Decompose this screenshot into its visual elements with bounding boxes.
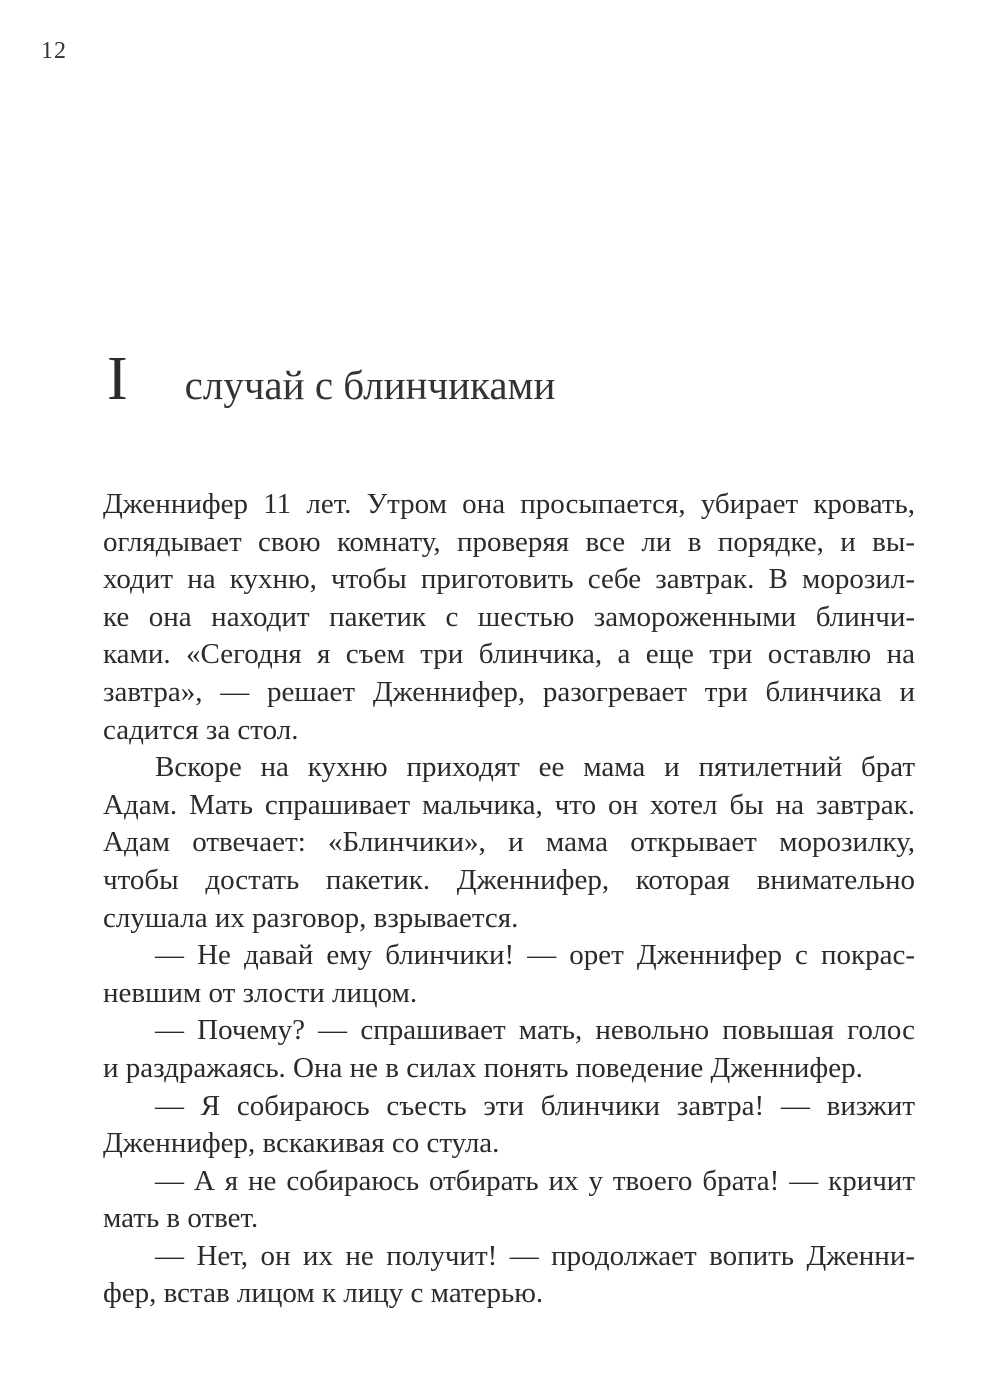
text-line: и раздражаясь. Она не в силах понять поведение Дженнифер. xyxy=(103,1051,863,1084)
text-line: мать в ответ. xyxy=(103,1202,259,1235)
text-line: — Я собираюсь съесть эти блинчики завтра! — визжит xyxy=(155,1089,915,1122)
text-line: — Почему? — спрашивает мать, невольно повышая голос xyxy=(155,1014,915,1047)
text-line: Дженнифер 11 лет. Утром она просыпается, убирает кровать, xyxy=(103,488,915,520)
text-line: ками. «Сегодня я съем три блинчика, а еще три оставлю на xyxy=(103,638,915,671)
text-line: садится за стол. xyxy=(103,713,299,746)
text-line: Адам. Мать спрашивает мальчика, что он хотел бы на завтрак. xyxy=(103,788,915,821)
text-line: фер, встав лицом к лицу с матерью. xyxy=(103,1277,544,1310)
chapter-heading xyxy=(107,345,556,413)
chapter-title: случай с блинчиками xyxy=(184,362,556,408)
text-line: Дженнифер, вскакивая со стула. xyxy=(103,1127,500,1160)
text-line: — А я не собираюсь отбирать их у твоего брата! — кричит xyxy=(155,1164,915,1197)
text-line: ке она находит пакетик с шестью замороженными блинчи- xyxy=(103,600,915,633)
page-number: 12 xyxy=(41,38,67,64)
text-line: Вскоре на кухню приходят ее мама и пятилетний брат xyxy=(155,751,915,784)
text-line: слушала их разговор, взрывается. xyxy=(103,901,519,934)
text-line: — Не давай ему блинчики! — орет Дженнифер с покрас- xyxy=(155,939,915,972)
text-line: ходит на кухню, чтобы приготовить себе завтрак. В морозил- xyxy=(103,563,915,596)
text-line: невшим от злости лицом. xyxy=(103,976,418,1009)
text-line: чтобы достать пакетик. Дженнифер, которая внимательно xyxy=(103,863,915,896)
chapter-numeral: I xyxy=(107,345,128,413)
text-line: Адам отвечает: «Блинчики», и мама открывает морозилку, xyxy=(103,826,915,859)
text-line: завтра», — решает Дженнифер, разогревает три блинчика и xyxy=(103,675,915,708)
text-line: — Нет, он их не получит! — продолжает вопить Дженни- xyxy=(155,1239,915,1272)
text-line: оглядывает свою комнату, проверяя все ли в порядке, и вы- xyxy=(103,525,915,558)
body-text xyxy=(103,486,915,1313)
